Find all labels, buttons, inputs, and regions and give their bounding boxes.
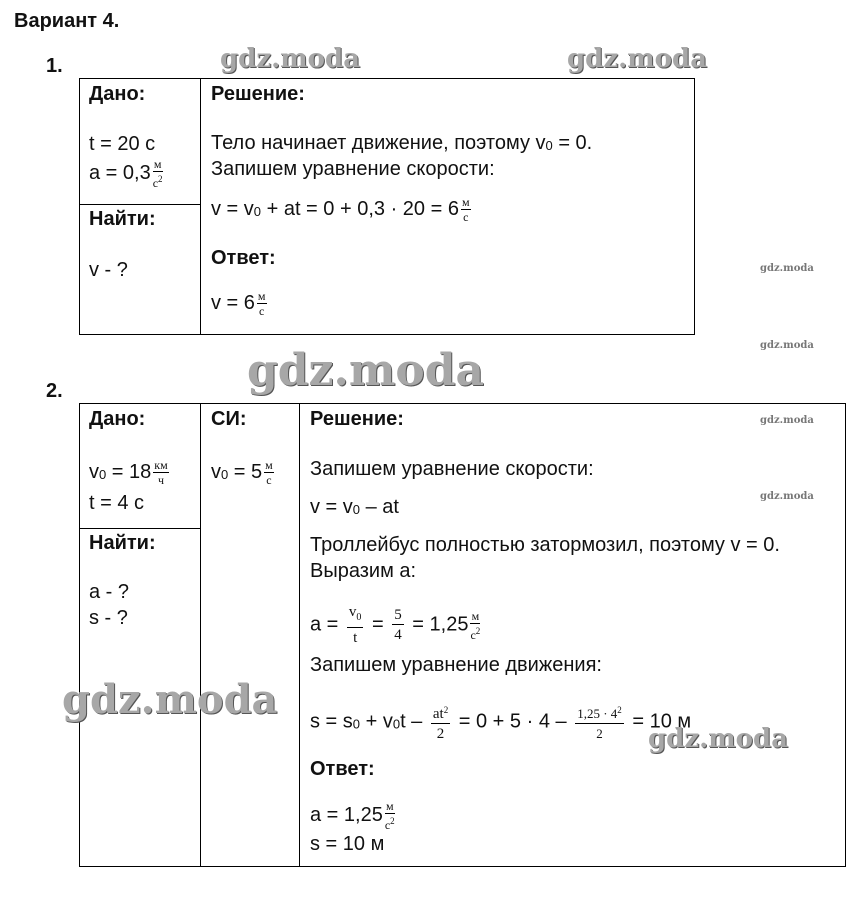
watermark: gdz.moda <box>760 415 814 426</box>
watermark: gdz.moda <box>62 676 278 723</box>
watermark: gdz.moda <box>220 44 361 74</box>
problem-1-given-divider <box>79 204 200 205</box>
given-label: Дано: <box>89 408 146 430</box>
solution-line: Выразим a: <box>310 560 417 582</box>
given-label: Дано: <box>89 83 146 105</box>
watermark: gdz.moda <box>567 44 708 74</box>
answer-velocity: v = 6 $\frac{м}{с}$ <box>211 289 266 318</box>
solution-line: Запишем уравнение скорости: <box>211 158 495 180</box>
answer-label: Ответ: <box>310 758 375 780</box>
problem-1-divider <box>200 78 201 335</box>
problem-2-divider <box>299 403 300 867</box>
find-distance: s - ? <box>89 607 128 629</box>
watermark: gdz.moda <box>247 345 485 396</box>
unit-fraction: $\frac{м}{с^2}$ <box>152 157 163 190</box>
distance-equation: $s = s_0 + v_0t$ – $\frac{at^2}{2}$ = 0 + 5 · 4 – $\frac{1,25 \cdot 4^2}{2}$ = 10 м <box>310 702 691 742</box>
solution-label: Решение: <box>211 83 305 105</box>
given-time: t = 20 с <box>89 133 156 155</box>
watermark: gdz.moda <box>648 724 789 754</box>
watermark: gdz.moda <box>760 263 814 274</box>
watermark: gdz.moda <box>760 340 814 351</box>
acceleration-equation: a = $\frac{v_0}{t}$ = $\frac{5}{4}$ = 1,25 $\frac{м}{с^2}$ <box>310 604 481 646</box>
problem-2-divider <box>200 403 201 867</box>
solution-line: Запишем уравнение скорости: <box>310 458 594 480</box>
answer-distance: s = 10 м <box>310 833 385 855</box>
solution-line: Тело начинает движение, поэтому $v_0 = 0$. <box>211 132 593 154</box>
answer-label: Ответ: <box>211 247 276 269</box>
watermark: gdz.moda <box>760 491 814 502</box>
given-initial-velocity: $v_0 = 18$ $\frac{км}{ч}$ <box>89 458 168 487</box>
given-time: t = 4 с <box>89 492 145 514</box>
si-initial-velocity: $v_0 = 5$ $\frac{м}{с}$ <box>211 458 273 487</box>
find-label: Найти: <box>89 208 156 230</box>
find-acceleration: a - ? <box>89 581 130 603</box>
solution-line: Запишем уравнение движения: <box>310 654 602 676</box>
problem-2-number: 2. <box>46 380 63 402</box>
answer-acceleration: a = 1,25 $\frac{м}{с^2}$ <box>310 799 395 832</box>
solution-line: Троллейбус полностью затормозил, поэтому v = 0. <box>310 534 780 556</box>
solution-label: Решение: <box>310 408 404 430</box>
si-label: СИ: <box>211 408 247 430</box>
find-label: Найти: <box>89 532 156 554</box>
given-acceleration: a = 0,3 $\frac{м}{с^2}$ <box>89 157 163 190</box>
problem-2-given-divider <box>79 528 200 529</box>
find-velocity: v - ? <box>89 259 128 281</box>
velocity-equation: $v = v_0$ + at = 0 + 0,3 · 20 = 6 $\frac{м}{с}$ <box>211 195 470 224</box>
problem-1-number: 1. <box>46 55 63 77</box>
page-title: Вариант 4. <box>14 10 120 32</box>
velocity-equation: $v = v_0$ – at <box>310 496 399 518</box>
